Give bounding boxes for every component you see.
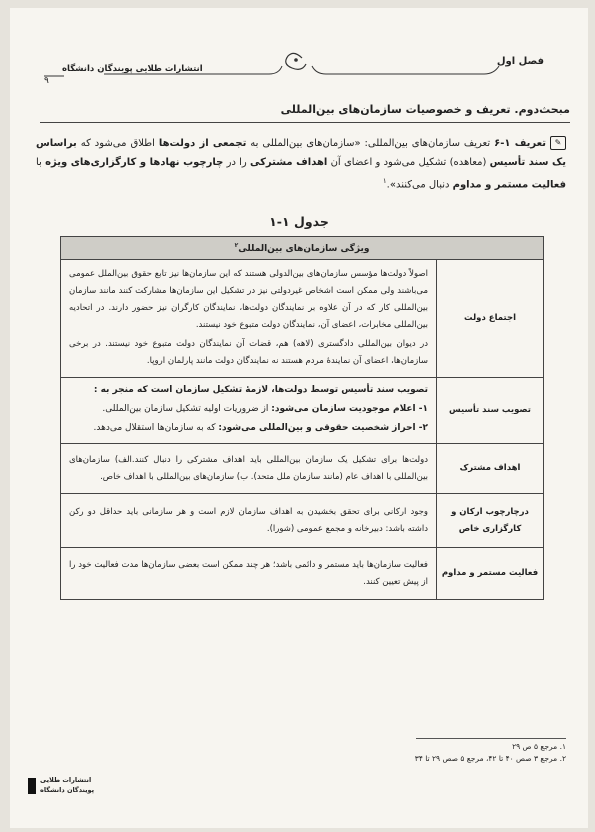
definition-bold: فعالیت مستمر و مداوم: [452, 179, 566, 191]
section-divider: [40, 122, 570, 123]
table-row: [61, 444, 544, 494]
table-row: [61, 548, 544, 600]
logo-text: پویندگان دانشگاه: [40, 786, 95, 794]
footnote: ۱. مرجع ۵ ص ۲۹: [512, 742, 566, 751]
definition-bold: تجمعی از دولت‌ها: [158, 138, 247, 149]
definition-text: تعریف سازمان‌های بین‌المللی: «سازمان‌های بین‌المللی به: [246, 138, 495, 149]
logo-mark-icon: [28, 778, 36, 794]
table-header-row: [61, 237, 544, 260]
definition-bold: براساس یک سند تأسیس: [36, 138, 566, 168]
footnote-ref: ۱: [382, 177, 387, 185]
section-title: مبحث‌دوم. تعریف و خصوصیات سازمان‌های بین‌المللی: [280, 103, 570, 116]
row-paragraph: اصولاً دولت‌ها مؤسس سازمان‌های بین‌الدولی هستند که این سازمان‌ها نیز تابع حقوق بین‌الملل عمومی می‌باشند ولی ممکن است اشخاص غیردولتی نیز در تشکیل این سازمان‌ها مشارکت کنند مانند سازمان بین‌المللی کار که در آن علاوه بر نمایندگان دولت‌ها، نمایندگان کارگران نیز حضور دارند. در اتحادیه بین‌المللی مخابرات، اعضای آن، نمایندگان دولت متبوع خود نیستند.: [69, 268, 428, 330]
row-label: اهداف مشترک: [437, 444, 544, 494]
publisher-label: انتشارات طلایی پویندگان دانشگاه: [62, 64, 203, 74]
definition-text: (معاهده) تشکیل می‌شود و اعضای آن: [327, 157, 490, 168]
table-header-text: ویژگی سازمان‌های بین‌المللی: [238, 244, 370, 254]
table-row: [61, 494, 544, 548]
table-title: جدول ۱-۱: [269, 214, 329, 229]
logo-text: انتشارات طلایی: [40, 776, 92, 784]
definition-text: اطلاق می‌شود که: [76, 138, 159, 149]
definition-bold: اهداف مشترکی: [250, 157, 328, 168]
page-number: ۹: [44, 76, 49, 86]
row-label: اجتماع دولت: [437, 260, 544, 378]
row-body: دولت‌ها برای تشکیل یک سازمان بین‌المللی باید اهداف مشترکی را دنبال کنند.الف) سازمان‌های بین‌المللی با اهداف عام (مانند سازمان ملل متحد). ب) سازمان‌های بین‌المللی با اهداف خاص.: [61, 444, 437, 494]
features-table: [60, 236, 544, 600]
book-icon: ✎: [550, 136, 566, 150]
definition-text: را در: [223, 157, 250, 168]
row-line: تصویب سند تأسیس توسط دولت‌ها، لازمهٔ تشکیل سازمان است که منجر به :: [93, 385, 428, 395]
table-row: [61, 378, 544, 444]
row-body: [61, 378, 437, 444]
row-body: فعالیت سازمان‌ها باید مستمر و دائمی باشد؛ هر چند ممکن است بعضی سازمان‌ها مدت فعالیت خود را از پیش تعیین کنند.: [61, 548, 437, 600]
row-paragraph: در دیوان بین‌المللی دادگستری (لاهه) هم، قضات آن نمایندگان دولت متبوع خود نیستند. در برخی سازمان‌ها، اعضای آن نمایندهٔ مردم هستند نه نمایندگان دولت مانند پارلمان اروپا.: [69, 338, 428, 366]
definition-paragraph: [36, 134, 566, 194]
row-line: [69, 420, 428, 437]
table-header: [61, 237, 544, 260]
footnote-divider: [416, 738, 566, 739]
row-body: وجود ارکانی برای تحقق بخشیدن به اهداف سازمان لازم است و هر سازمانی باید حداقل دو رکن داشته باشد: دبیرخانه و مجمع عمومی (شورا).: [61, 494, 437, 548]
footnote-ref: ۲: [234, 242, 239, 249]
footnote: ۲. مرجع ۳ صص ۴۰ تا ۴۲، مرجع ۵ صص ۲۹ تا ۳۴: [414, 754, 566, 763]
row-label: فعالیت مستمر و مداوم: [437, 548, 544, 600]
row-line-bold: ۲- احراز شخصیت حقوقی و بین‌المللی می‌شود:: [218, 423, 428, 433]
definition-label: تعریف ۱-۶: [494, 138, 546, 149]
row-line: [69, 401, 428, 418]
row-label: تصویب سند تأسیس: [437, 378, 544, 444]
row-line-bold: ۱- اعلام موجودیت سازمان می‌شود:: [271, 404, 428, 414]
definition-text: دنبال می‌کنند».: [386, 179, 453, 191]
row-line-text: که به سازمان‌ها استقلال می‌دهد.: [93, 423, 219, 433]
footer-logo: [10, 774, 100, 796]
book-page: [10, 8, 588, 828]
definition-bold: چارچوب نهادها و کارگزاری‌های ویژه: [45, 157, 224, 168]
table-row: [61, 260, 544, 378]
row-body: [61, 260, 437, 378]
definition-text: با: [36, 157, 46, 168]
chapter-label: فصل اول: [496, 56, 544, 67]
page-header: [44, 46, 544, 86]
row-label: درچارچوب ارکان و کارگزاری خاص: [437, 494, 544, 548]
row-line-text: از ضروریات اولیه تشکیل سازمان بین‌المللی.: [102, 404, 272, 414]
